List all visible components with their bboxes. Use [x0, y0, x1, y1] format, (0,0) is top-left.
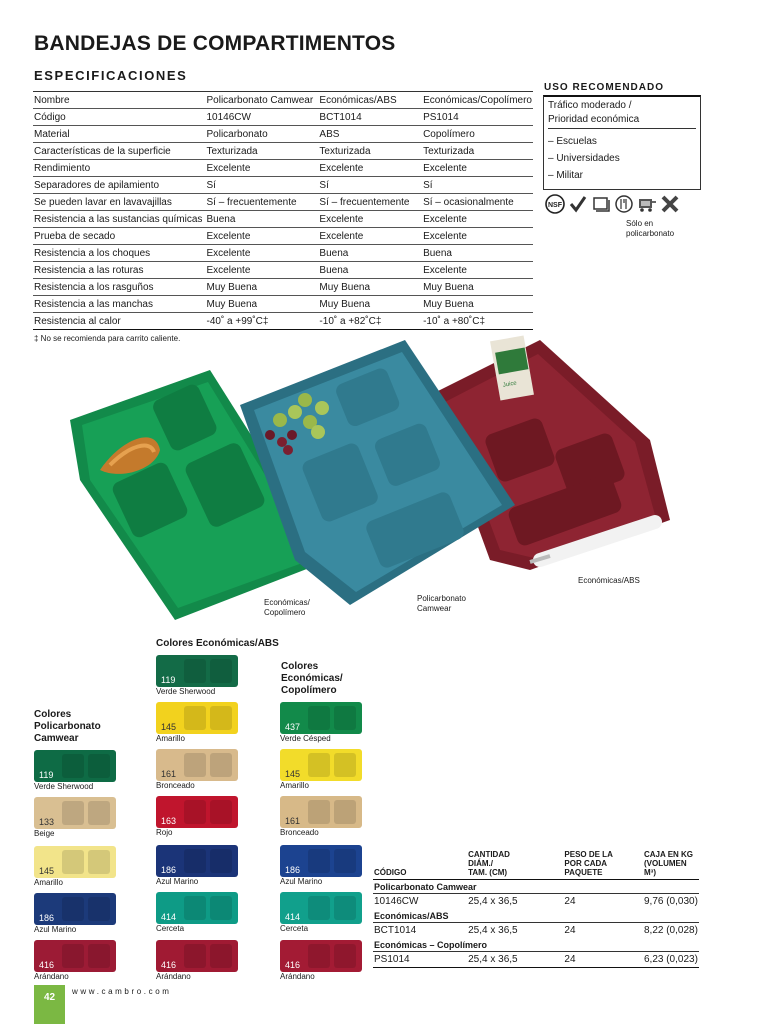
cart-icon — [637, 194, 657, 214]
swatch-code: 416 — [161, 960, 177, 970]
color-swatch — [34, 750, 116, 782]
spec-cell: Buena — [422, 245, 533, 262]
swatch-compartment — [184, 944, 206, 968]
color-swatch — [156, 655, 238, 687]
spec-cell: Buena — [205, 211, 318, 228]
svg-text:NSF: NSF — [548, 202, 562, 209]
spec-cell: Material — [33, 126, 205, 143]
spec-cell: Resistencia a los rasguños — [33, 279, 205, 296]
spec-row — [33, 143, 533, 160]
spec-cell: Separadores de apilamiento — [33, 177, 205, 194]
order-cell: 25,4 x 36,5 — [468, 925, 518, 936]
order-section-row — [373, 938, 699, 952]
spec-cell: Buena — [318, 262, 422, 279]
spec-cell: Muy Buena — [318, 279, 422, 296]
swatch-compartment — [88, 944, 110, 968]
caption-blue — [417, 594, 466, 614]
swatch-name: Cerceta — [280, 924, 309, 933]
swatch-name: Arándano — [280, 972, 315, 981]
swatch-compartment — [210, 706, 232, 730]
spec-row — [33, 313, 533, 330]
swatch-compartment — [62, 944, 84, 968]
cross-icon — [660, 194, 680, 214]
spec-cell: Excelente — [205, 245, 318, 262]
swatch-compartment — [334, 800, 356, 824]
color-swatch — [280, 702, 362, 734]
swatch-compartment — [334, 753, 356, 777]
order-section-name: Económicas – Copolímero — [373, 938, 699, 952]
color-swatch — [34, 893, 116, 925]
spec-cell: BCT1014 — [318, 109, 422, 126]
spec-cell: -10˚ a +80˚C‡ — [422, 313, 533, 330]
caption-line: Policarbonato — [417, 594, 466, 603]
spec-cell: Excelente — [422, 211, 533, 228]
swatch-name: Beige — [34, 829, 55, 838]
spec-cell: Texturizada — [205, 143, 318, 160]
swatch-compartment — [308, 800, 330, 824]
swatch-compartment — [308, 706, 330, 730]
order-header-line: PESO DE LA — [564, 850, 613, 859]
spec-cell: Sí — [422, 177, 533, 194]
spec-cell: Copolímero — [422, 126, 533, 143]
spec-cell: Prueba de secado — [33, 228, 205, 245]
spec-cell: Policarbonato — [205, 126, 318, 143]
swatch-compartment — [88, 801, 110, 825]
swatch-compartment — [308, 849, 330, 873]
swatch-compartment — [184, 659, 206, 683]
title-line: Policarbonato — [34, 721, 101, 732]
order-section-name: Económicas/ABS — [373, 909, 699, 923]
feature-icons — [545, 194, 680, 214]
swatch-code: 416 — [39, 960, 55, 970]
swatch-name: Arándano — [34, 972, 69, 981]
spec-cell: -40˚ a +99˚C‡ — [205, 313, 318, 330]
copolimero-colors-title — [281, 661, 343, 697]
order-section-row — [373, 880, 699, 894]
spec-cell: Sí – frecuentemente — [318, 194, 422, 211]
color-swatch — [156, 749, 238, 781]
swatch-name: Azul Marino — [34, 925, 77, 934]
color-swatch — [156, 892, 238, 924]
swatch-name: Bronceado — [280, 828, 319, 837]
spec-footnote: ‡ No se recomienda para carrito caliente. — [34, 334, 181, 343]
spec-cell: 10146CW — [205, 109, 318, 126]
nsf-icon — [545, 194, 565, 214]
uso-item: – Universidades — [548, 153, 620, 164]
swatch-code: 186 — [285, 865, 301, 875]
spec-cell: Resistencia a los choques — [33, 245, 205, 262]
spec-cell: Excelente — [205, 160, 318, 177]
color-swatch — [34, 846, 116, 878]
swatch-code: 145 — [39, 866, 55, 876]
spec-cell: Características de la superficie — [33, 143, 205, 160]
swatch-compartment — [62, 897, 84, 921]
uso-line2: Prioridad económica — [548, 114, 640, 125]
color-swatch — [280, 749, 362, 781]
swatch-code: 163 — [161, 816, 177, 826]
swatch-compartment — [308, 896, 330, 920]
spec-row — [33, 194, 533, 211]
spec-cell: Muy Buena — [318, 296, 422, 313]
swatch-compartment — [62, 850, 84, 874]
abs-colors-title: Colores Económicas/ABS — [156, 638, 279, 649]
spec-cell: Excelente — [422, 262, 533, 279]
order-header — [467, 850, 563, 880]
spec-row — [33, 109, 533, 126]
swatch-compartment — [210, 753, 232, 777]
order-header-line: CAJA EN KG — [643, 850, 694, 859]
spec-row — [33, 160, 533, 177]
swatch-name: Verde Césped — [280, 734, 331, 743]
icon-note-line: policarbonato — [626, 229, 675, 238]
swatch-name: Arándano — [156, 972, 191, 981]
order-table — [373, 850, 699, 968]
spec-cell: Excelente — [318, 211, 422, 228]
order-header — [643, 850, 699, 880]
swatch-code: 145 — [285, 769, 301, 779]
caption-red: Económicas/ABS — [578, 576, 640, 585]
title-line: Colores — [34, 709, 72, 720]
order-header-line: TAM. (CM) — [468, 868, 508, 877]
uso-line1: Tráfico moderado / — [548, 100, 632, 111]
color-swatch — [280, 796, 362, 828]
spec-cell: Sí — [205, 177, 318, 194]
spec-row — [33, 279, 533, 296]
title-line: Camwear — [34, 733, 79, 744]
spec-cell: Económicas/Copolímero — [422, 92, 533, 109]
spec-cell: Muy Buena — [205, 296, 318, 313]
swatch-compartment — [184, 753, 206, 777]
swatch-compartment — [334, 849, 356, 873]
swatch-name: Cerceta — [156, 924, 185, 933]
order-header-line: POR CADA — [564, 859, 608, 868]
color-swatch — [156, 796, 238, 828]
swatch-compartment — [210, 944, 232, 968]
swatch-code: 437 — [285, 722, 301, 732]
swatch-code: 145 — [161, 722, 177, 732]
spec-cell: Texturizada — [422, 143, 533, 160]
order-section-row — [373, 909, 699, 923]
spec-cell: Muy Buena — [205, 279, 318, 296]
swatch-name: Rojo — [156, 828, 173, 837]
spec-cell: ABS — [318, 126, 422, 143]
title-line: Colores — [281, 661, 319, 672]
order-cell: 10146CW — [374, 896, 419, 907]
swatch-compartment — [308, 944, 330, 968]
swatch-code: 414 — [285, 912, 301, 922]
swatch-compartment — [334, 706, 356, 730]
order-row — [373, 894, 699, 910]
spec-cell: Texturizada — [318, 143, 422, 160]
order-cell: 25,4 x 36,5 — [467, 952, 563, 968]
spec-cell: Sí – ocasionalmente — [422, 194, 533, 211]
caption-green — [264, 598, 310, 618]
swatch-name: Amarillo — [156, 734, 185, 743]
spec-cell: Se pueden lavar en lavavajillas — [33, 194, 205, 211]
swatch-compartment — [184, 849, 206, 873]
spec-cell: Resistencia a las sustancias químicas — [33, 211, 205, 228]
swatch-name: Verde Sherwood — [156, 687, 216, 696]
icon-note-line: Sólo en — [626, 219, 654, 228]
order-cell: 9,76 (0,030) — [643, 896, 698, 907]
spec-cell: -10˚ a +82˚C‡ — [318, 313, 422, 330]
check-icon — [568, 194, 588, 214]
footer-url: www.cambro.com — [72, 987, 172, 996]
spec-table — [33, 91, 533, 330]
order-header — [563, 850, 643, 880]
spec-cell: Policarbonato Camwear — [205, 92, 318, 109]
order-cell: PS1014 — [373, 952, 467, 968]
uso-heading: USO RECOMENDADO — [544, 82, 665, 93]
swatch-code: 414 — [161, 912, 177, 922]
order-row — [373, 952, 699, 968]
order-header-line: CÓDIGO — [374, 868, 407, 877]
swatch-code: 186 — [39, 913, 55, 923]
swatch-compartment — [88, 754, 110, 778]
color-swatch — [156, 702, 238, 734]
swatch-compartment — [62, 801, 84, 825]
order-cell: 24 — [564, 925, 576, 936]
title-line: Copolímero — [281, 685, 337, 696]
spec-cell: Nombre — [33, 92, 205, 109]
spec-cell: Económicas/ABS — [318, 92, 422, 109]
order-section-name: Policarbonato Camwear — [373, 880, 699, 894]
spec-cell: Muy Buena — [422, 296, 533, 313]
spec-cell: Excelente — [318, 228, 422, 245]
color-swatch — [156, 940, 238, 972]
spec-cell: Excelente — [422, 160, 533, 177]
color-swatch — [34, 797, 116, 829]
spec-cell: Excelente — [318, 160, 422, 177]
spec-row — [33, 262, 533, 279]
spec-row — [33, 245, 533, 262]
section-heading: ESPECIFICACIONES — [34, 68, 188, 83]
color-swatch — [280, 940, 362, 972]
swatch-compartment — [210, 800, 232, 824]
spec-cell: Sí – frecuentemente — [205, 194, 318, 211]
swatch-compartment — [210, 896, 232, 920]
swatch-compartment — [184, 800, 206, 824]
spec-row — [33, 296, 533, 313]
caption-line: Económicas/ — [264, 598, 310, 607]
swatch-name: Bronceado — [156, 781, 195, 790]
swatch-compartment — [62, 754, 84, 778]
icon-note — [626, 219, 674, 239]
title-line: Económicas/ — [281, 673, 343, 684]
swatch-code: 416 — [285, 960, 301, 970]
spec-row — [33, 228, 533, 245]
swatch-code: 161 — [285, 816, 301, 826]
spec-row — [33, 92, 533, 109]
spec-cell: Resistencia a las roturas — [33, 262, 205, 279]
color-swatch — [34, 940, 116, 972]
order-header-line: (VOLUMEN M³) — [643, 859, 687, 877]
stack-icon — [591, 194, 611, 214]
swatch-code: 186 — [161, 865, 177, 875]
spec-cell: Excelente — [205, 228, 318, 245]
uso-item: – Militar — [548, 170, 584, 181]
spec-row — [33, 177, 533, 194]
swatch-compartment — [210, 659, 232, 683]
order-header-line: DIÁM./ — [468, 859, 493, 868]
order-cell: BCT1014 — [374, 925, 417, 936]
caption-line: Copolímero — [264, 608, 306, 617]
page-title: BANDEJAS DE COMPARTIMENTOS — [34, 32, 396, 55]
spec-row — [33, 126, 533, 143]
spec-cell: Resistencia al calor — [33, 313, 205, 330]
camwear-colors-title — [34, 709, 101, 745]
caption-line: Camwear — [417, 604, 452, 613]
spec-cell: PS1014 — [422, 109, 533, 126]
order-row — [373, 923, 699, 939]
carton-text: Juice — [502, 380, 518, 389]
swatch-name: Amarillo — [34, 878, 63, 887]
order-header-line: PAQUETE — [564, 868, 603, 877]
order-cell: 6,23 (0,023) — [643, 952, 699, 968]
swatch-code: 133 — [39, 817, 55, 827]
spec-cell: Resistencia a las manchas — [33, 296, 205, 313]
spec-cell: Excelente — [205, 262, 318, 279]
swatch-code: 119 — [161, 675, 176, 685]
uso-divider — [548, 128, 696, 129]
spec-cell: Código — [33, 109, 205, 126]
swatch-compartment — [88, 897, 110, 921]
swatch-compartment — [334, 944, 356, 968]
spec-cell: Excelente — [422, 228, 533, 245]
swatch-code: 119 — [39, 770, 54, 780]
order-header — [373, 850, 467, 880]
spec-cell: Buena — [318, 245, 422, 262]
color-swatch — [280, 892, 362, 924]
swatch-compartment — [88, 850, 110, 874]
color-swatch — [280, 845, 362, 877]
swatch-name: Amarillo — [280, 781, 309, 790]
swatch-compartment — [308, 753, 330, 777]
order-cell: 24 — [564, 896, 576, 907]
swatch-compartment — [184, 706, 206, 730]
spec-cell: Sí — [318, 177, 422, 194]
order-header-line: CANTIDAD — [468, 850, 510, 859]
swatch-compartment — [210, 849, 232, 873]
spec-cell: Rendimiento — [33, 160, 205, 177]
swatch-name: Azul Marino — [280, 877, 323, 886]
swatch-code: 161 — [161, 769, 177, 779]
uso-box — [543, 95, 701, 190]
uso-item: – Escuelas — [548, 136, 597, 147]
swatch-name: Verde Sherwood — [34, 782, 94, 791]
dishwasher-icon — [614, 194, 634, 214]
order-cell: 24 — [563, 952, 643, 968]
spec-row — [33, 211, 533, 228]
spec-cell: Muy Buena — [422, 279, 533, 296]
color-swatch — [156, 845, 238, 877]
swatch-name: Azul Marino — [156, 877, 199, 886]
swatch-compartment — [334, 896, 356, 920]
swatch-compartment — [184, 896, 206, 920]
order-cell: 25,4 x 36,5 — [468, 896, 518, 907]
page-number: 42 — [34, 985, 65, 1024]
order-cell: 8,22 (0,028) — [643, 925, 698, 936]
